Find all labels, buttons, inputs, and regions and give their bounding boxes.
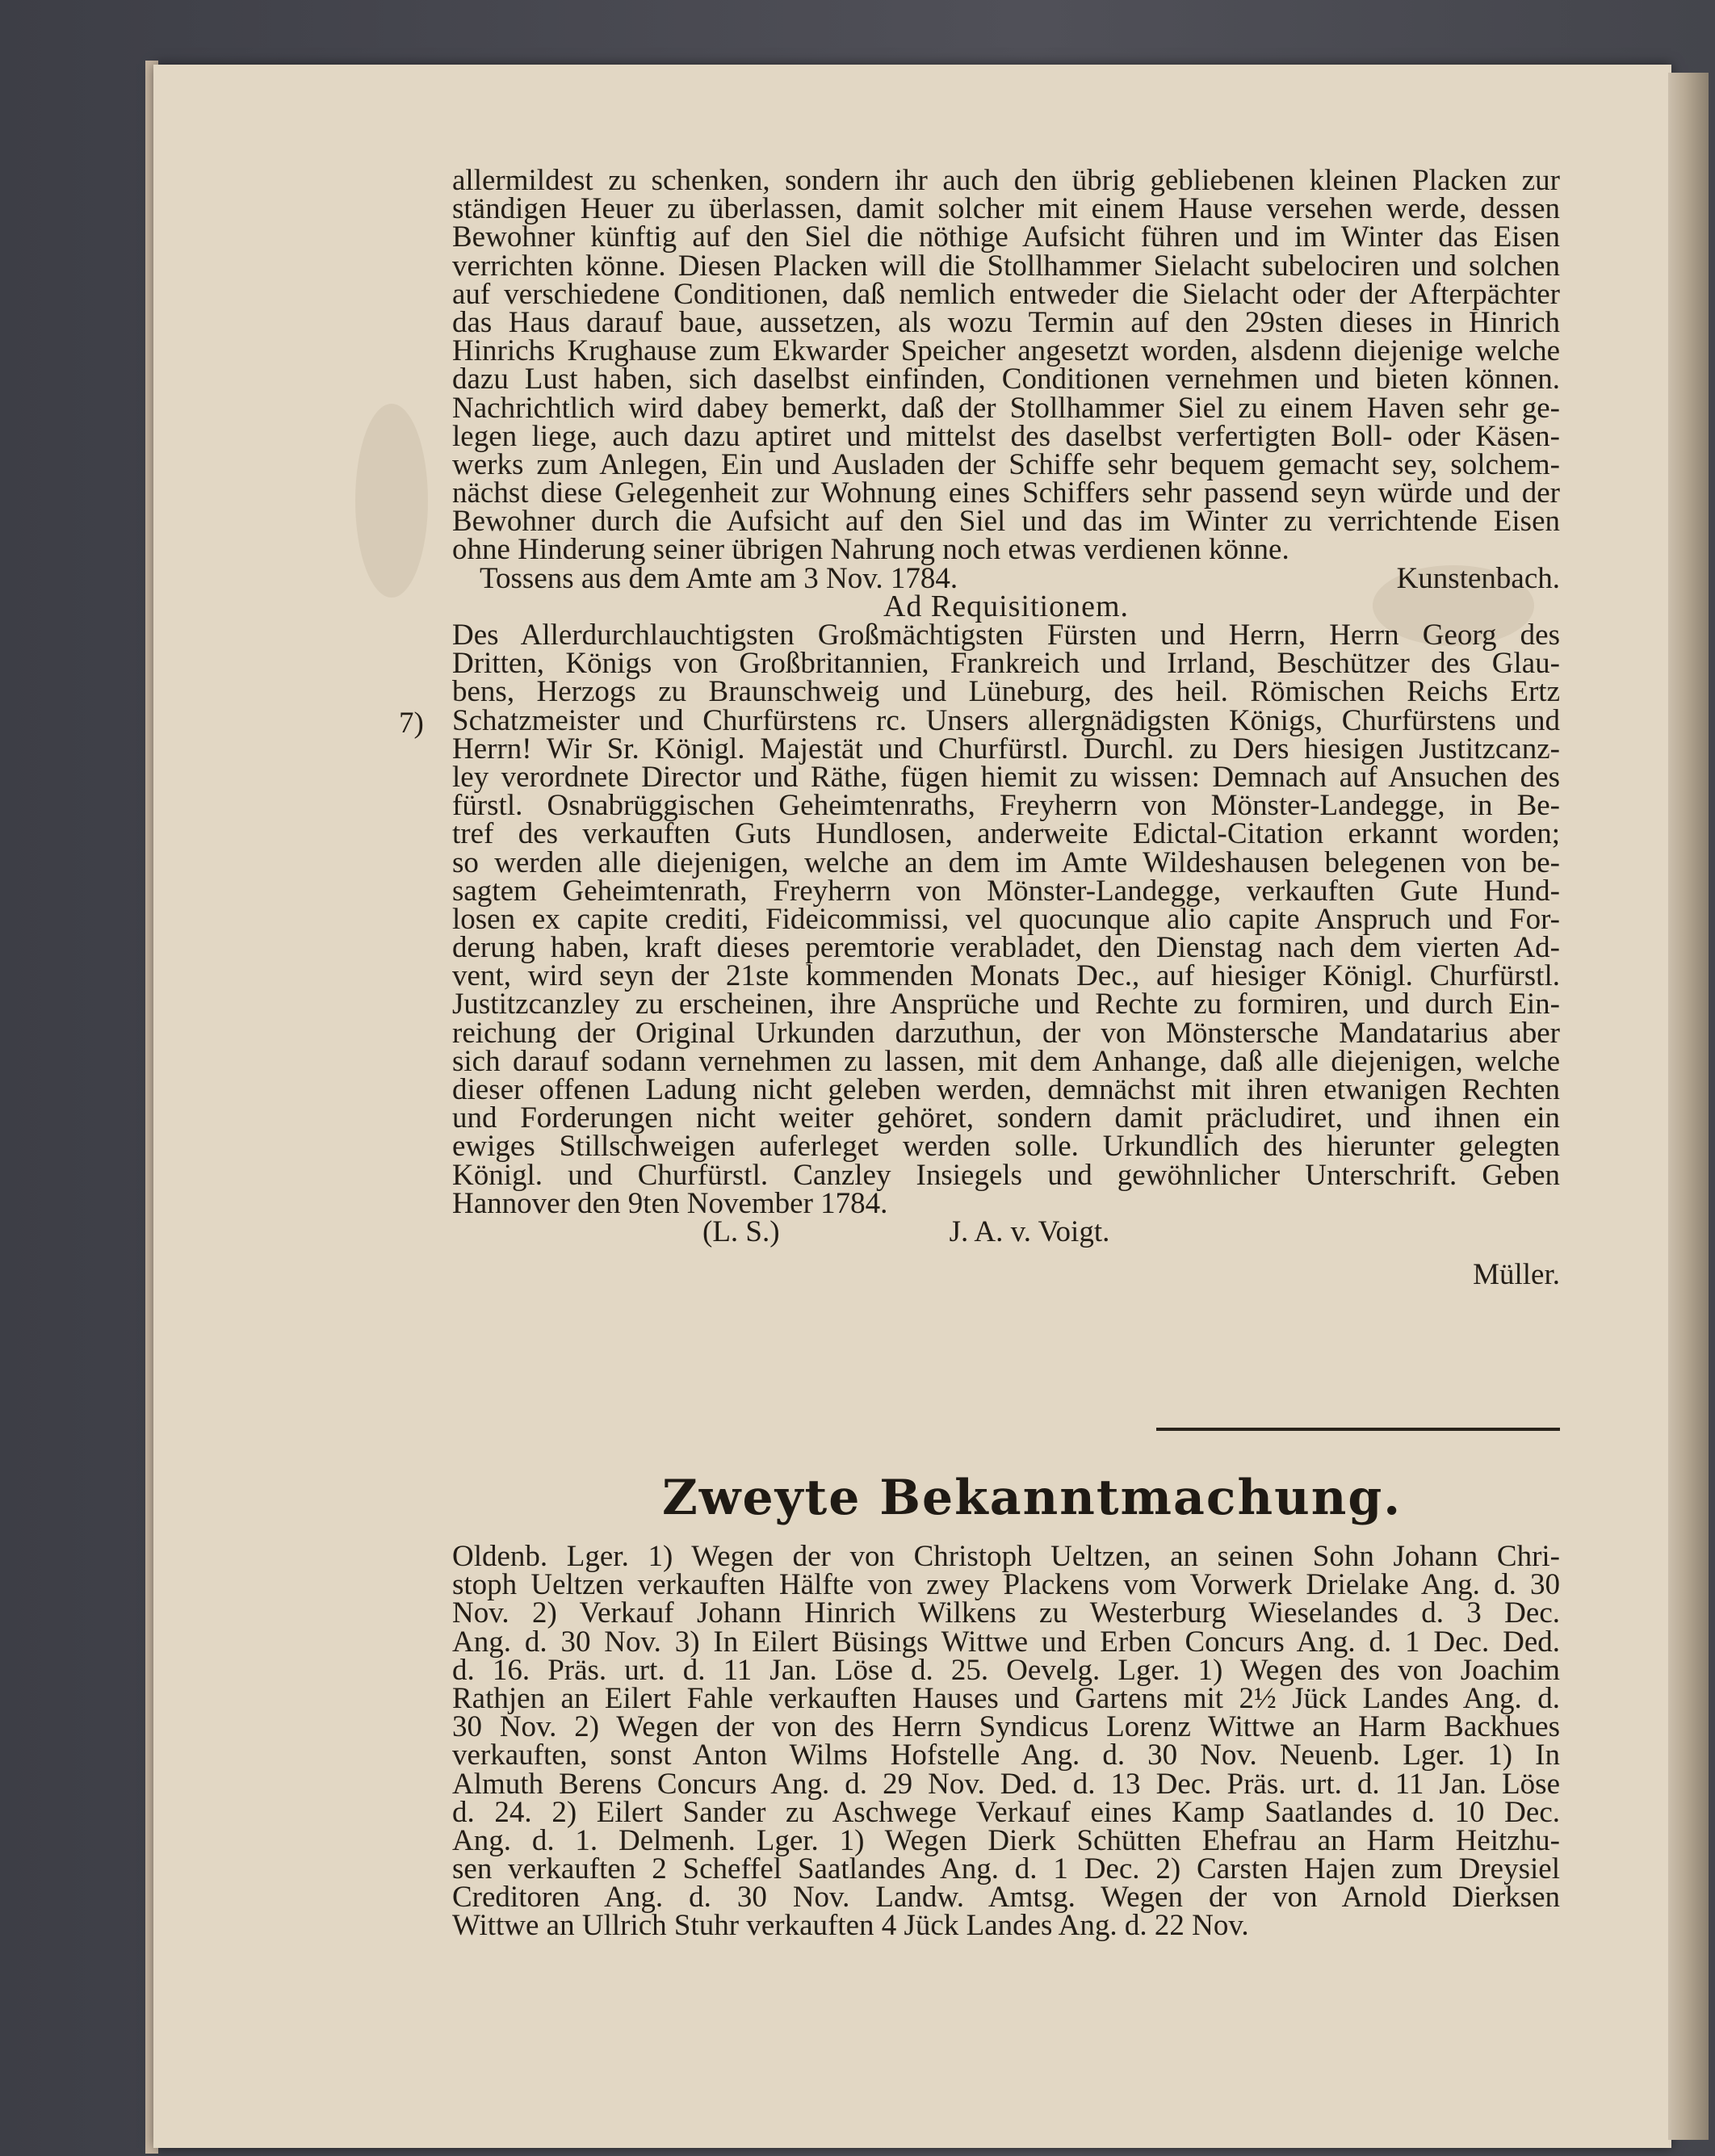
text-line: Des Allerdurchlauchtigsten Großmächtigsten Fürsten und Herrn, Herrn Georg des: [452, 619, 1560, 652]
notice-first: [452, 166, 1560, 593]
text-line: Königl. und Churfürstl. Canzley Insiegels und gewöhnlicher Unterschrift. Geben: [452, 1158, 1560, 1192]
text-line: Bewohner durch die Aufsicht auf den Siel und das im Winter zu verrichtende Eisen: [452, 505, 1560, 539]
divider-rule: [1156, 1428, 1560, 1431]
text-line: legen liege, auch dazu aptiret und mittelst des daselbst verfertigten Boll- oder Käsen-: [452, 419, 1560, 453]
text-line: Nachrichtlich wird dabey bemerkt, daß der Stollhammer Siel zu einem Haven sehr ge-: [452, 391, 1560, 425]
text-line: bens, Herzogs zu Braunschweig und Lüneburg, des heil. Römischen Reichs Ertz: [452, 675, 1560, 709]
text-line: verrichten könne. Diesen Placken will die Stollhammer Sielacht subelociren und solchen: [452, 249, 1560, 283]
paper-stain: [355, 404, 428, 598]
text-line: d. 16. Präs. urt. d. 11 Jan. Löse d. 25. Oevelg. Lger. 1) Wegen des von Joachim: [452, 1653, 1560, 1687]
text-line: ewiges Stillschweigen auferleget werden solle. Urkundlich des hierunter gelegten: [452, 1130, 1560, 1164]
text-line: das Haus darauf baue, aussetzen, als wozu Termin auf den 29sten dieses in Hinrich: [452, 305, 1560, 339]
text-line: Oldenb. Lger. 1) Wegen der von Christoph Ueltzen, an seinen Sohn Johann Chri-: [452, 1540, 1560, 1573]
text-line: vent, wird seyn der 21ste kommenden Monats Dec., auf hiesiger Königl. Churfürstl.: [452, 959, 1560, 993]
text-line: werks zum Anlegen, Ein und Ausladen der Schiffe sehr bequem gemacht sey, solchem-: [452, 447, 1560, 481]
place-date-row: [452, 561, 1560, 595]
text-line: Wittwe an Ullrich Stuhr verkauften 4 Jück Landes Ang. d. 22 Nov.: [452, 1909, 1249, 1943]
text-line: derung haben, kraft dieses peremtorie verabladet, den Dienstag nach dem vierten Ad-: [452, 931, 1560, 965]
text-line: reichung der Original Urkunden darzuthun, der von Mönstersche Mandatarius aber: [452, 1016, 1560, 1050]
text-line: verkauften, sonst Anton Wilms Hofstelle Ang. d. 30 Nov. Neuenb. Lger. 1) In: [452, 1739, 1560, 1772]
text-line: Justitzcanzley zu erscheinen, ihre Ansprüche und Rechte zu formiren, und durch Ein-: [452, 988, 1560, 1021]
text-line: Schatzmeister und Churfürstens rc. Unsers allergnädigsten Königs, Churfürstens und: [452, 703, 1560, 737]
seal-mark: (L. S.): [702, 1214, 780, 1248]
section-title: Zweyte Bekanntmachung.: [662, 1470, 1403, 1526]
text-line: ohne Hinderung seiner übrigen Nahrung noch etwas verdienen könne.: [452, 533, 1289, 567]
text-line: sich darauf sodann vernehmen zu lassen, mit dem Anhange, daß alle diejenigen, welche: [452, 1044, 1560, 1078]
text-line: auf verschiedene Conditionen, daß nemlich entweder die Sielacht oder der Afterpächter: [452, 277, 1560, 311]
text-line: Bewohner künftig auf den Siel die nöthige Aufsicht führen und im Winter das Eisen: [452, 220, 1560, 254]
text-line: ley verordnete Director und Räthe, fügen hiemit zu wissen: Demnach auf Ansuchen des: [452, 760, 1560, 794]
place-date: Tossens aus dem Amte am 3 Nov. 1784.: [480, 561, 958, 595]
text-line: tref des verkauften Guts Hundlosen, anderweite Edictal-Citation erkannt worden;: [452, 817, 1560, 851]
text-line: so werden alle diejenigen, welche an dem im Amte Wildeshausen belegenen von be-: [452, 845, 1560, 879]
text-line: dieser offenen Ladung nicht geleben werden, demnächst mit ihren etwanigen Rechten: [452, 1073, 1560, 1106]
text-line: Dritten, Königs von Großbritannien, Frankreich und Irrland, Beschützer des Glau-: [452, 647, 1560, 681]
text-line: losen ex capite crediti, Fideicommissi, vel quocunque alio capite Anspruch und For-: [452, 902, 1560, 936]
signature: Kunstenbach.: [1396, 561, 1560, 595]
text-line: fürstl. Osnabrüggischen Geheimtenraths, Freyherrn von Mönster-Landegge, in Be-: [452, 789, 1560, 823]
notice-requisition: [452, 589, 1560, 1292]
notice-second: [452, 1540, 1560, 1943]
text-line: Almuth Berens Concurs Ang. d. 29 Nov. Ded. d. 13 Dec. Präs. urt. d. 11 Jan. Löse: [452, 1767, 1560, 1801]
text-line: Hinrichs Krughause zum Ekwarder Speicher angesetzt worden, alsdenn diejenige welche: [452, 334, 1560, 368]
text-line: sen verkauften 2 Scheffel Saatlandes Ang. d. 1 Dec. 2) Carsten Hajen zum Dreysiel: [452, 1852, 1560, 1886]
text-line: sagtem Geheimtenrath, Freyherrn von Mönster-Landegge, verkauften Gute Hund-: [452, 874, 1560, 908]
text-line: Creditoren Ang. d. 30 Nov. Landw. Amtsg. Wegen der von Arnold Dierksen: [452, 1881, 1560, 1915]
text-line: dazu Lust haben, sich daselbst einfinden, Conditionen vernehmen und bieten können.: [452, 363, 1560, 396]
signature: J. A. v. Voigt.: [949, 1214, 1110, 1248]
text-line: und Forderungen nicht weiter gehöret, sondern damit präcludiret, und ihnen ein: [452, 1101, 1560, 1135]
countersignature: Müller.: [1473, 1258, 1560, 1292]
text-line: Rathjen an Eilert Fahle verkauften Hauses und Gartens mit 2½ Jück Landes Ang. d.: [452, 1681, 1560, 1715]
item-number: 7): [399, 707, 424, 740]
seal-row: [452, 1214, 1560, 1248]
page-edge-right: [1668, 73, 1709, 2140]
section-heading: Ad Requisitionem.: [883, 589, 1130, 623]
text-line: stoph Ueltzen verkauften Hälfte von zwey Plackens vom Vorwerk Drielake Ang. d. 30: [452, 1568, 1560, 1602]
text-line: 30 Nov. 2) Wegen der von des Herrn Syndicus Lorenz Wittwe an Harm Backhues: [452, 1710, 1560, 1744]
text-line: nächst diese Gelegenheit zur Wohnung eines Schiffers sehr passend seyn würde und der: [452, 476, 1560, 510]
text-line: Nov. 2) Verkauf Johann Hinrich Wilkens zu Westerburg Wieselandes d. 3 Dec.: [452, 1596, 1560, 1630]
text-line: d. 24. 2) Eilert Sander zu Aschwege Verkauf eines Kamp Saatlandes d. 10 Dec.: [452, 1795, 1560, 1829]
text-line: Hannover den 9ten November 1784.: [452, 1186, 888, 1220]
text-line: Ang. d. 1. Delmenh. Lger. 1) Wegen Dierk Schütten Ehefrau an Harm Heitzhu-: [452, 1823, 1560, 1857]
text-line: allermildest zu schenken, sondern ihr auch den übrig gebliebenen kleinen Placken zur: [452, 164, 1560, 197]
text-line: ständigen Heuer zu überlassen, damit solcher mit einem Hause versehen werde, dessen: [452, 192, 1560, 226]
text-line: Ang. d. 30 Nov. 3) In Eilert Büsings Wittwe und Erben Concurs Ang. d. 1 Dec. Ded.: [452, 1625, 1560, 1659]
page-text: [452, 164, 1560, 1292]
text-line: Herrn! Wir Sr. Königl. Majestät und Churfürstl. Durchl. zu Ders hiesigen Justitzcanz-: [452, 732, 1560, 766]
